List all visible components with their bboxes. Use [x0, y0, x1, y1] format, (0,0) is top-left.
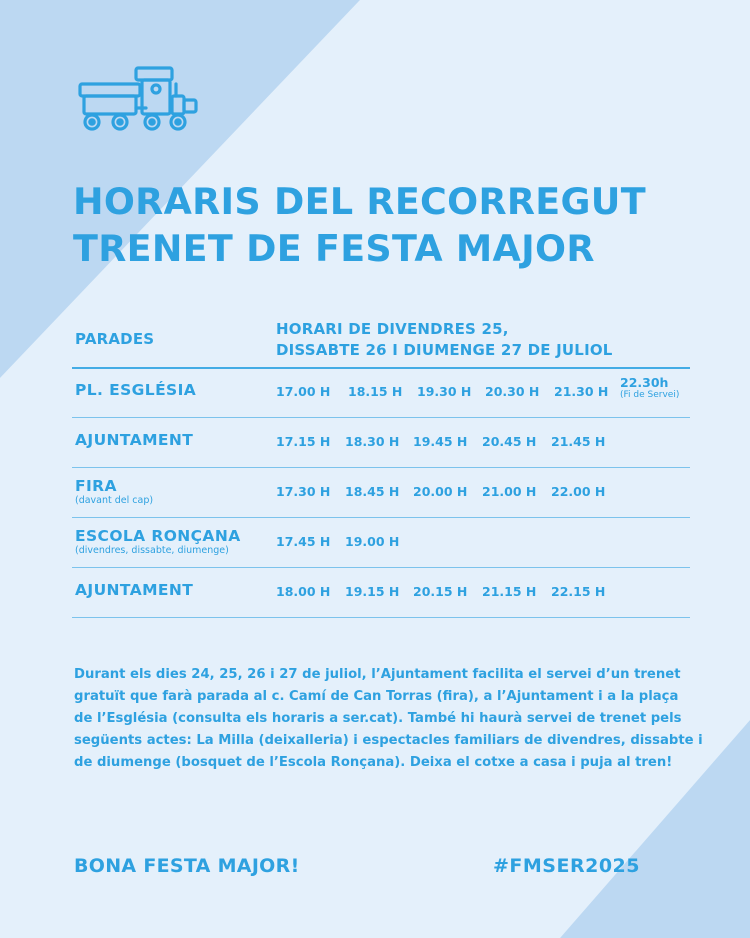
time-cell: 18.45 H: [345, 484, 400, 499]
stop-note: (davant del cap): [75, 495, 154, 506]
stop-name: AJUNTAMENT: [75, 581, 194, 599]
time-cell: 22.00 H: [551, 484, 606, 499]
column-header-stops: PARADES: [75, 330, 155, 348]
time-cell: 18.15 H: [348, 384, 403, 399]
train-icon: [76, 66, 202, 132]
time-cell: 20.30 H: [485, 384, 540, 399]
stop-cell: [75, 381, 196, 399]
table-row: [72, 468, 690, 518]
title-line-2: TRENET DE FESTA MAJOR: [73, 227, 595, 270]
stop-cell: [75, 431, 193, 449]
stop-cell: [75, 477, 153, 507]
time-cell: 20.00 H: [413, 484, 468, 499]
time-cell: 19.15 H: [345, 584, 400, 599]
stop-name: AJUNTAMENT: [75, 431, 194, 449]
stop-cell: [75, 527, 241, 557]
last-time: 22.30h: [620, 375, 669, 390]
time-cell: 18.30 H: [345, 434, 400, 449]
row-divider: [72, 617, 690, 618]
time-cell: 21.15 H: [482, 584, 537, 599]
time-cell: 22.15 H: [551, 584, 606, 599]
last-time-cell: [620, 375, 679, 401]
time-cell: 18.00 H: [276, 584, 331, 599]
time-cell: 21.00 H: [482, 484, 537, 499]
title-line-1: HORARIS DEL RECORREGUT: [73, 180, 646, 223]
table-row: [72, 568, 690, 618]
stop-note: (divendres, dissabte, diumenge): [75, 545, 229, 556]
table-row: [72, 368, 690, 418]
stop-name: FIRA: [75, 477, 117, 495]
time-cell: 20.45 H: [482, 434, 537, 449]
column-header-times-line-2: DISSABTE 26 I DIUMENGE 27 DE JULIOL: [276, 341, 613, 359]
time-cell: 21.30 H: [554, 384, 609, 399]
time-cell: 17.15 H: [276, 434, 331, 449]
column-header-times: [276, 319, 613, 361]
description: [74, 664, 703, 774]
table-row: [72, 418, 690, 468]
time-cell: 20.15 H: [413, 584, 468, 599]
table-row: [72, 518, 690, 568]
end-of-service-note: (Fi de Servei): [620, 390, 680, 400]
page-title: [73, 178, 646, 272]
time-cell: 21.45 H: [551, 434, 606, 449]
time-cell: 19.00 H: [345, 534, 400, 549]
description-line: Durant els dies 24, 25, 26 i 27 de juliol, l’Ajuntament facilita el servei d’un trenet: [74, 667, 681, 682]
description-line: gratuït que farà parada al c. Camí de Can Torras (fira), a l’Ajuntament i a la plaça: [74, 689, 679, 704]
description-line: següents actes: La Milla (deixalleria) i espectacles familiars de divendres, dissabte i: [74, 733, 703, 748]
time-cell: 19.30 H: [417, 384, 472, 399]
stop-name: ESCOLA RONÇANA: [75, 527, 241, 545]
stop-cell: [75, 581, 193, 599]
time-cell: 19.45 H: [413, 434, 468, 449]
description-line: de l’Església (consulta els horaris a ser.cat). També hi haurà servei de trenet pels: [74, 711, 682, 726]
column-header-times-line-1: HORARI DE DIVENDRES 25,: [276, 320, 509, 338]
description-line: de diumenge (bosquet de l’Escola Ronçana). Deixa el cotxe a casa i puja al tren!: [74, 755, 673, 770]
time-cell: 17.45 H: [276, 534, 331, 549]
time-cell: 17.00 H: [276, 384, 331, 399]
footer-greeting: BONA FESTA MAJOR!: [74, 855, 300, 877]
time-cell: 17.30 H: [276, 484, 331, 499]
footer-hashtag: #FMSER2025: [493, 855, 640, 877]
stop-name: PL. ESGLÉSIA: [75, 381, 197, 399]
